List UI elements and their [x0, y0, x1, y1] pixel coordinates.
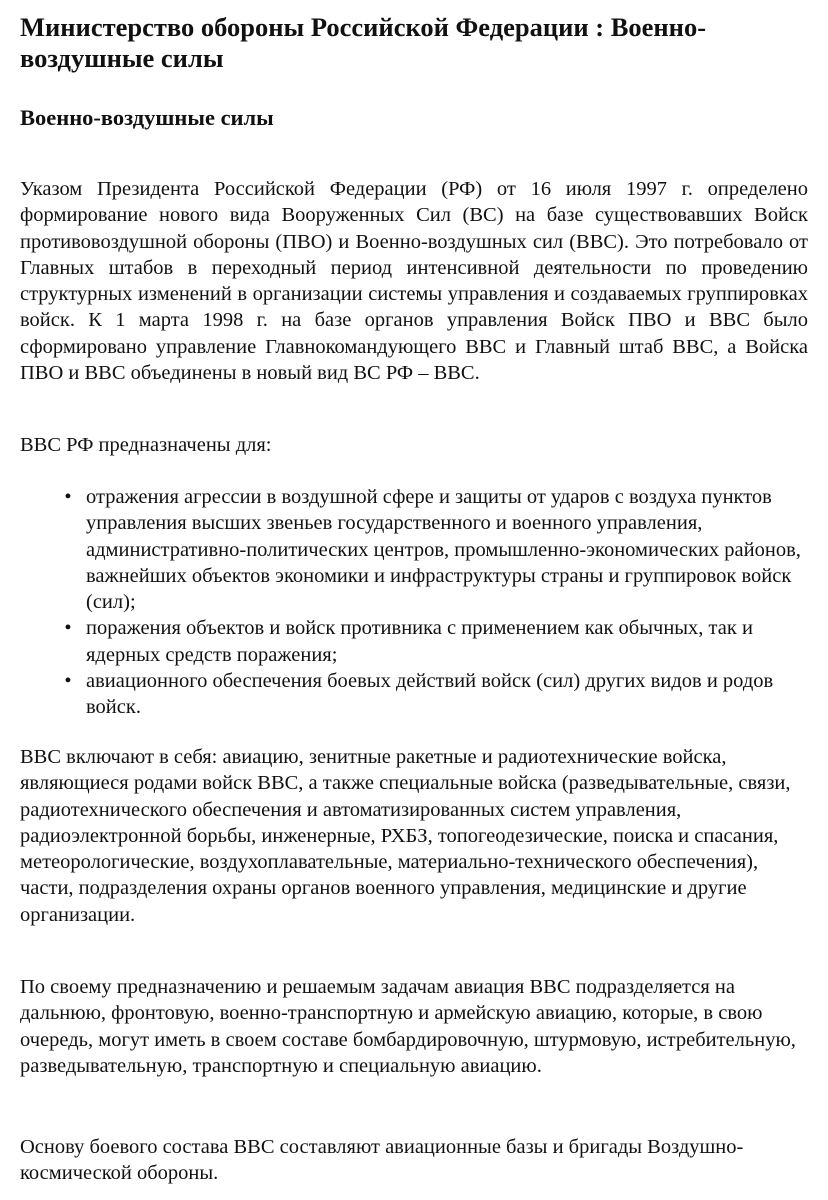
- paragraph-basis: Основу боевого состава ВВС составляют авиационные базы и бригады Воздушно-космической обороны.: [20, 1136, 744, 1185]
- list-item-text: поражения объектов и войск противника с применением как обычных, так и ядерных средств поражения;: [86, 617, 753, 666]
- paragraph-includes: ВВС включают в себя: авиацию, зенитные ракетные и радиотехнические войска, являющиеся родами войск ВВС, а также специальные войска (разведывательные, связи, радиотехнического обеспечения и автоматизированных систем управления, радиоэлектронной борьбы, инженерные, РХБЗ, топогеодезические, поиска и спасания, метеорологические, воздухоплавательные, материально-технического обеспечения), части, подразделения охраны органов военного управления, медицинские и другие организации.: [20, 746, 791, 926]
- paragraph-purpose: ВВС РФ предназначены для:: [20, 434, 272, 456]
- list-item-text: отражения агрессии в воздушной сфере и защиты от ударов с воздуха пунктов управления высших звеньев государственного и военного управления, административно-политических центров, промышленно-экономических районов, важнейших объектов экономики и инфраструктуры страны и группировок войск (сил);: [86, 486, 801, 614]
- list-item: [62, 668, 808, 721]
- bullet-icon: •: [64, 670, 72, 693]
- document-title: Министерство обороны Российской Федерации : Военно-воздушные силы: [20, 12, 707, 73]
- paragraph-aviation: По своему предназначению и решаемым задачам авиация ВВС подразделяется на дальнюю, фронтовую, военно-транспортную и армейскую авиацию, которые, в свою очередь, могут иметь в своем составе бомбардировочную, штурмовую, истребительную, разведывательную, транспортную и специальную авиацию.: [20, 976, 796, 1077]
- paragraph-decree: Указом Президента Российской Федерации (РФ) от 16 июля 1997 г. определено формирование нового вида Вооруженных Сил (ВС) на базе существовавших Войск противовоздушной обороны (ПВО) и Военно-воздушных сил (ВВС). Это потребовало от Главных штабов в переходный период интенсивной деятельности по проведению структурных изменений в организации системы управления и создаваемых группировках войск. К 1 марта 1998 г. на базе органов управления Войск ПВО и ВВС было сформировано управление Главнокомандующего ВВС и Главный штаб ВВС, а Войска ПВО и ВВС объединены в новый вид ВС РФ – ВВС.: [20, 178, 808, 385]
- list-item-text: авиационного обеспечения боевых действий войск (сил) других видов и родов войск.: [86, 670, 774, 719]
- bullet-icon: •: [64, 617, 72, 640]
- list-item: [62, 615, 808, 668]
- purpose-bullet-list: [62, 484, 808, 721]
- bullet-icon: •: [64, 486, 72, 508]
- section-heading: Военно-воздушные силы: [20, 105, 274, 130]
- list-item: [62, 484, 808, 615]
